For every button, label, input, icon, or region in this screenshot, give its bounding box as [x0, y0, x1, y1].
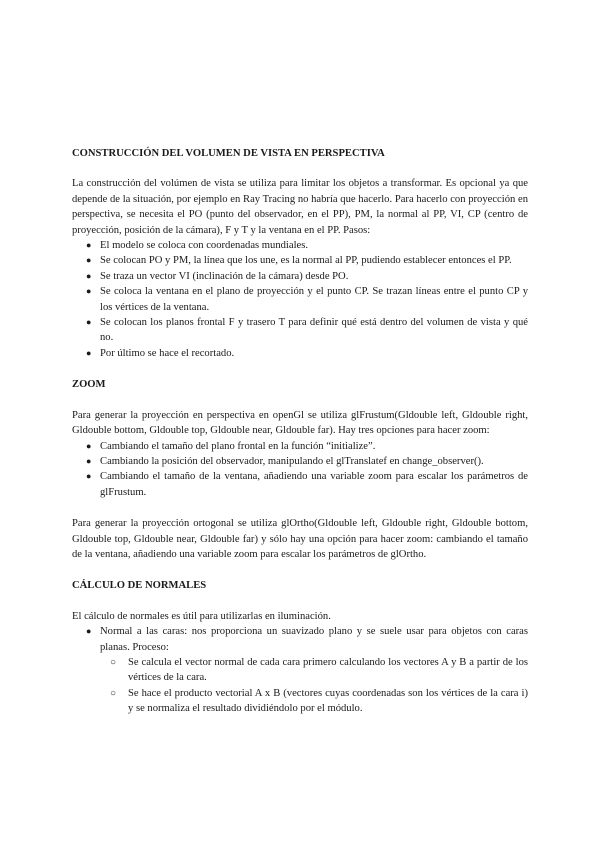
steps-list — [72, 238, 528, 361]
process-sublist — [100, 655, 528, 717]
bullet-icon: ● — [86, 240, 92, 251]
list-item: ● Cambiando la posición del observador, manipulando el glTranslatef en change_observer(). — [72, 454, 528, 469]
sub-bullet-icon: ○ — [110, 656, 117, 668]
sub-bullet-icon: ○ — [110, 687, 117, 699]
list-item: ● Se colocan PO y PM, la línea que los une, es la normal al PP, pudiendo establecer entonces el PP. — [72, 253, 528, 268]
bullet-icon: ● — [86, 286, 92, 297]
section-intro-volumen: La construcción del volúmen de vista se utiliza para limitar los objetos a transformar. Es opcional ya que depende de la situación, por ejemplo en Ray Tracing no habría que hacerlo. Para hacerlo con proyección en perspectiva, se necesita el PO (punto del observador, en el PP), PM, la normal al PP, VI, CP (centro de proyección, posición de la cámara), F y T y la ventana en el PP. Pasos: — [72, 178, 528, 236]
bullet-icon: ● — [86, 270, 92, 281]
section-title-normales: CÁLCULO DE NORMALES — [72, 580, 207, 592]
list-item: ○ Se hace el producto vectorial A x B (vectores cuyas coordenadas son los vértices de la cara i) y se normaliza el resultado dividiéndolo por el módulo. — [110, 687, 528, 715]
list-item: ● Normal a las caras: nos proporciona un suavizado plano y se suele usar para objetos con caras planas. Proceso: ○ Se calcula el vector normal de cada cara primero calculando los vectores A y B a partir de los vértices de la cara. ○ Se hace el producto vectorial A x B (vectores cuyas coordenadas son los vértices de la cara i) y se normaliza el resultado dividiéndolo por el módulo. — [72, 624, 528, 716]
section-outro-zoom: Para generar la proyección ortogonal se utiliza glOrtho(Gldouble left, Gldouble right, Gldouble bottom, Gldouble top, Gldouble near, Gldouble far) y sólo hay una opción para hacer zoom: cambiando el tamaño de la ventana, añadiendo una variable zoom para escalar los parámetros de glOrtho. — [72, 518, 528, 560]
section-title-zoom: ZOOM — [72, 379, 106, 391]
bullet-icon: ● — [86, 317, 92, 328]
list-item: ● Se traza un vector VI (inclinación de la cámara) desde PO. — [72, 269, 528, 284]
document-page — [72, 146, 528, 717]
list-item: ● Cambiando el tamaño del plano frontal en la función “initialize”. — [72, 439, 528, 454]
bullet-icon: ● — [86, 455, 92, 466]
bullet-icon: ● — [86, 440, 92, 451]
list-item: ● Por último se hace el recortado. — [72, 346, 528, 361]
zoom-options-list — [72, 439, 528, 501]
bullet-icon: ● — [86, 255, 92, 266]
normales-list — [72, 624, 528, 716]
bullet-icon: ● — [86, 626, 92, 637]
list-item: ● Cambiando el tamaño de la ventana, añadiendo una variable zoom para escalar los parámetros de glFrustum. — [86, 471, 528, 498]
bullet-icon: ● — [86, 347, 92, 358]
section-intro-zoom: Para generar la proyección en perspectiva en openGl se utiliza glFrustum(Gldouble left, Gldouble right, Gldouble bottom, Gldouble top, Gldouble near, Gldouble far). Hay tres opciones para hacer zoom: — [72, 409, 528, 437]
bullet-icon: ● — [86, 471, 92, 482]
section-intro-normales: El cálculo de normales es útil para utilizarlas en iluminación. — [72, 610, 331, 622]
list-item: ● El modelo se coloca con coordenadas mundiales. — [72, 238, 528, 253]
list-item: ○ Se calcula el vector normal de cada cara primero calculando los vectores A y B a partir de los vértices de la cara. — [110, 656, 528, 684]
section-title-volumen: CONSTRUCCIÓN DEL VOLUMEN DE VISTA EN PERSPECTIVA — [72, 148, 385, 159]
list-item: ● Se colocan los planos frontal F y trasero T para definir qué está dentro del volumen de vista y qué no. — [86, 317, 528, 344]
list-item: ● Se coloca la ventana en el plano de proyección y el punto CP. Se trazan líneas entre el punto CP y los vértices de la ventana. — [86, 286, 528, 313]
